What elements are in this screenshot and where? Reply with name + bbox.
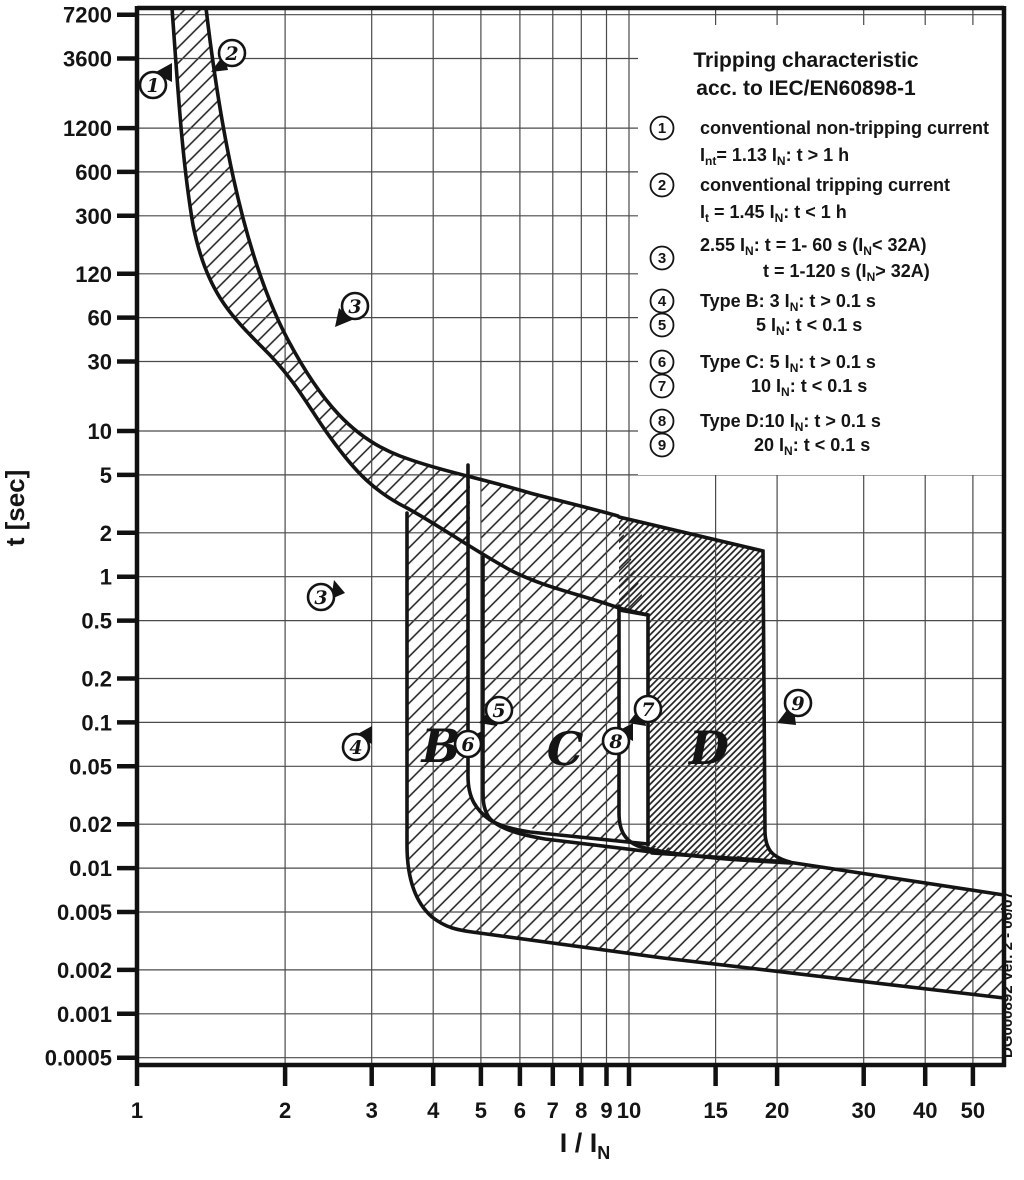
marker-number: 8 [609, 731, 623, 753]
chart-marker-1 [140, 63, 172, 98]
y-tick-label: 0.2 [81, 666, 112, 692]
legend-number: 7 [657, 378, 667, 395]
legend-number: 6 [657, 354, 667, 371]
legend-number: 1 [657, 120, 667, 137]
legend-item-text: Type C: 5 $I_N$: t > 0.1 s [700, 352, 876, 375]
x-tick-label: 1 [130, 1098, 144, 1123]
y-tick-label: 1 [99, 564, 112, 590]
y-tick-label: 0.05 [69, 754, 112, 780]
y-tick-label: 0.02 [69, 812, 112, 838]
legend-item-text: $I_{nt}= 1.13$ $I_N$: t > 1 h [700, 145, 850, 168]
y-tick-label: 0.005 [56, 900, 112, 925]
y-tick-label: 0.1 [81, 710, 112, 736]
marker-number: 5 [492, 700, 506, 722]
chart-marker-4 [343, 726, 372, 760]
x-tick-label: 20 [764, 1098, 790, 1123]
y-tick-label: 0.5 [81, 608, 112, 634]
y-tick-label: 0.002 [56, 957, 112, 983]
legend-item-text: $I_t = 1.45$ $I_N$: t < 1 h [700, 202, 847, 225]
x-tick-label: 50 [960, 1098, 986, 1123]
doc-number-label: DG000892 Ver. 2 - 06/07 [999, 891, 1016, 1058]
x-tick-label: 10 [616, 1098, 642, 1123]
marker-number: 3 [314, 587, 328, 609]
legend-title-line1: Tripping characteristic [693, 49, 919, 72]
chart-marker-9 [777, 690, 811, 725]
marker-number: 6 [461, 734, 475, 756]
y-tick-label: 0.001 [56, 1001, 112, 1027]
y-tick-label: 120 [75, 261, 112, 287]
x-tick-label: 9 [600, 1098, 613, 1123]
x-tick-label: 6 [513, 1098, 527, 1123]
legend-number: 9 [657, 437, 667, 454]
y-tick-label: 2 [99, 520, 112, 546]
y-tick-label: 30 [87, 349, 112, 375]
upper-tripping-curve [206, 8, 618, 516]
chart-marker-2 [211, 40, 245, 72]
x-tick-label: 8 [575, 1098, 588, 1123]
legend-number: 3 [657, 250, 667, 267]
band-letter-B: B [421, 719, 461, 773]
x-tick-label: 40 [912, 1098, 938, 1123]
legend-title-line2: acc. to IEC/EN60898-1 [696, 77, 916, 100]
chart-marker-3 [335, 293, 368, 327]
y-tick-label: 5 [99, 462, 112, 488]
y-tick-label: 600 [75, 159, 112, 185]
chart-marker-3 [308, 580, 345, 610]
marker-number: 4 [349, 737, 363, 759]
legend-item-text: 20 $I_N$: t < 0.1 s [754, 435, 871, 458]
legend-number: 8 [657, 413, 667, 430]
legend-number: 5 [657, 317, 667, 334]
band-letter-D: D [689, 721, 729, 775]
x-tick-label: 15 [703, 1098, 728, 1123]
y-tick-label: 0.01 [69, 856, 112, 882]
y-tick-label: 60 [87, 305, 112, 331]
x-axis-ticks [131, 1065, 985, 1123]
band-letter-C: C [546, 722, 584, 776]
x-tick-label: 2 [278, 1098, 292, 1123]
y-tick-label: 10 [87, 419, 112, 444]
y-tick-label: 3600 [63, 46, 112, 72]
marker-number: 7 [641, 699, 655, 721]
x-tick-label: 5 [474, 1098, 488, 1123]
legend-item-text: conventional tripping current [700, 175, 951, 195]
legend-item-text: 2.55 $I_N$: t = 1- 60 s $(I_N< 32A)$ [700, 235, 927, 258]
legend-item-text: Type B: 3 $I_N$: t > 0.1 s [700, 291, 876, 314]
x-tick-label: 3 [365, 1098, 378, 1123]
y-tick-label: 7200 [63, 2, 112, 28]
legend-item-text: Type D:10 $I_N$: t > 0.1 s [700, 411, 881, 434]
x-tick-label: 7 [546, 1098, 559, 1123]
marker-number: 2 [225, 43, 239, 65]
y-axis-label: t [sec] [0, 469, 30, 547]
legend-item-text: 5 $I_N$: t < 0.1 s [756, 315, 863, 338]
y-axis-ticks [45, 3, 137, 1071]
marker-number: 9 [791, 693, 805, 715]
legend-item-text: t = 1-120 s $(I_N> 32A)$ [763, 261, 930, 284]
marker-number: 1 [146, 75, 160, 97]
legend-number: 2 [657, 177, 667, 194]
y-tick-label: 1200 [63, 116, 112, 142]
x-axis-label: I / $I_N$ [559, 1128, 611, 1163]
x-tick-label: 4 [427, 1098, 440, 1123]
legend-item-text: 10 $I_N$: t < 0.1 s [751, 376, 868, 399]
y-tick-label: 0.0005 [44, 1045, 112, 1071]
y-tick-label: 300 [75, 203, 112, 229]
legend-item-text: conventional non-tripping current [700, 118, 989, 138]
legend-number: 4 [657, 293, 667, 310]
x-tick-label: 30 [851, 1098, 876, 1123]
marker-number: 3 [348, 296, 362, 318]
